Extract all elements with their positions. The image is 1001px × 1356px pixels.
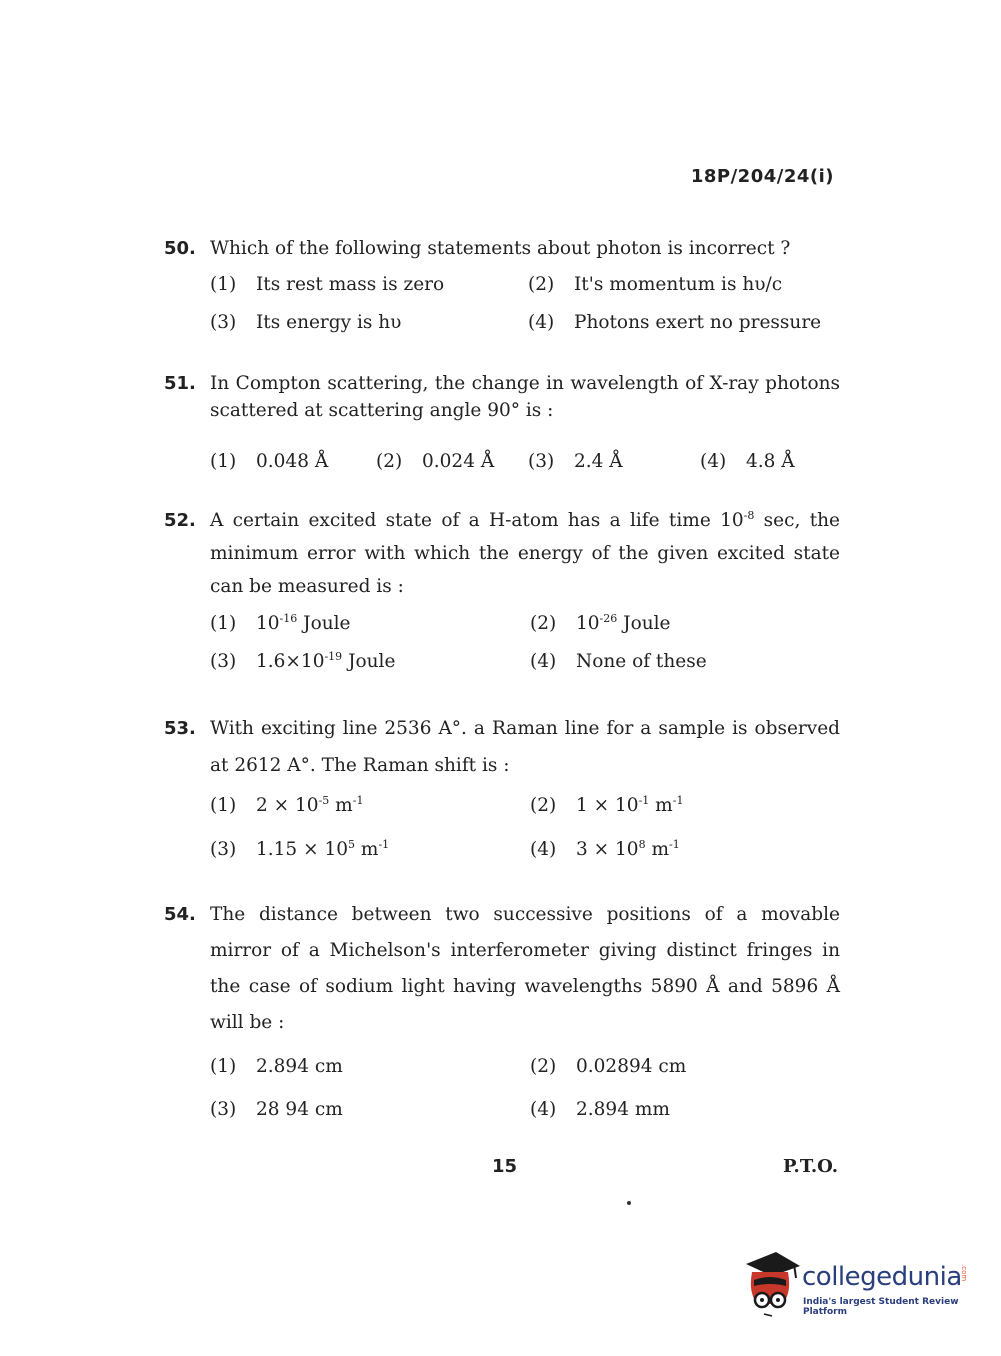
question-text: The distance between two successive positions of a movable mirror of a Michelson's interferometer giving distinct fringes in the case of sodium light having wavelengths 5890 Å and 5896 Å will be : (210, 904, 840, 1033)
option-4: (4) 4.8 Å (700, 451, 795, 472)
brand-name: collegedunia (802, 1262, 962, 1292)
option-4: (4) None of these (530, 651, 707, 672)
question-number: 50. (164, 238, 196, 259)
question-number: 53. (164, 718, 196, 739)
option-3: (3) $1.15 \times 10^5$ $m^{-1}$ (210, 838, 390, 860)
option-2: (2) $10^{-26}$ Joule (530, 612, 671, 634)
brand-suffix: .com (960, 1264, 968, 1282)
options (210, 784, 840, 876)
question-number: 51. (164, 373, 196, 394)
question-52 (164, 504, 840, 683)
options (210, 603, 840, 683)
page-number: 15 (492, 1156, 518, 1177)
question-text: With exciting line 2536 A°. a Raman line for a sample is observed at 2612 A°. The Raman shift is : (210, 718, 840, 776)
collegedunia-logo (742, 1250, 972, 1320)
question-number: 52. (164, 510, 196, 531)
option-1: (1) 2.894 cm (210, 1056, 343, 1077)
question-50 (164, 232, 840, 343)
mascot-icon (742, 1250, 802, 1320)
question-text: A certain excited state of a H-atom has a life time $10^{-8}$ sec, the minimum error with which the energy of the given excited state can be measured is : (210, 509, 840, 597)
option-4: (4) 2.894 mm (530, 1099, 670, 1120)
option-3: (3) 2.4 Å (528, 451, 623, 472)
options (210, 265, 840, 343)
question-text: Which of the following statements about photon is incorrect ? (210, 238, 791, 259)
pto-label: P.T.O. (783, 1156, 839, 1177)
option-2: (2) 0.02894 cm (530, 1056, 687, 1077)
option-1: (1) 0.048 Å (210, 451, 329, 472)
option-3: (3) Its energy is hυ (210, 312, 402, 333)
option-2: (2) It's momentum is hυ/c (528, 274, 783, 295)
option-2: (2) 0.024 Å (376, 451, 495, 472)
question-51 (164, 370, 840, 480)
options (210, 1041, 840, 1131)
question-number: 54. (164, 904, 196, 925)
question-53 (164, 710, 840, 876)
option-1: (1) $2 \times 10^{-5}$ $m^{-1}$ (210, 794, 364, 816)
option-1: (1) $10^{-16}$ Joule (210, 612, 351, 634)
option-3: (3) $1.6\times 10^{-19}$ Joule (210, 650, 396, 672)
option-1: (1) Its rest mass is zero (210, 274, 445, 295)
option-4: (4) $3 \times 10^8$ $m^{-1}$ (530, 838, 680, 860)
option-3: (3) 28 94 cm (210, 1099, 343, 1120)
stray-dot (627, 1201, 631, 1205)
paper-code: 18P/204/24(i) (690, 166, 834, 187)
question-text: In Compton scattering, the change in wavelength of X-ray photons scattered at scattering angle 90° is : (210, 373, 840, 421)
brand-tagline: India's largest Student Review Platform (803, 1297, 959, 1317)
options (210, 440, 840, 480)
option-4: (4) Photons exert no pressure (528, 312, 822, 333)
option-2: (2) $1 \times 10^{-1}$ $m^{-1}$ (530, 794, 684, 816)
question-54 (164, 897, 840, 1131)
